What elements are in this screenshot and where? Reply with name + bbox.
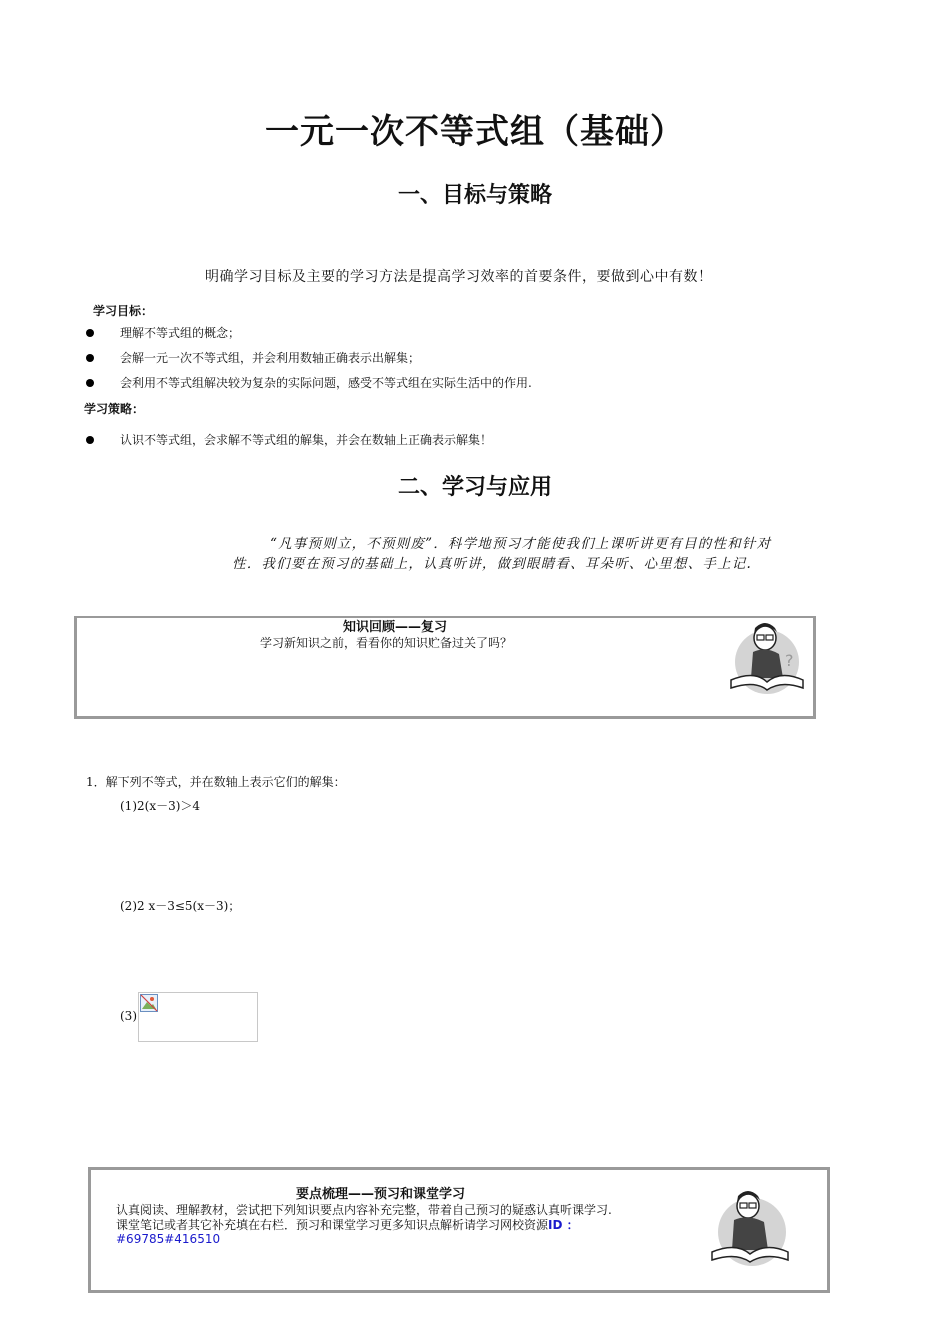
resource-id-label: ID ： [548,1218,579,1232]
goal-text: 会解一元一次不等式组，并会利用数轴正确表示出解集； [120,351,421,365]
key-points-line-2 [116,1216,579,1233]
resource-id-link[interactable]: #69785#416510 [116,1232,221,1246]
goal-item [82,374,532,391]
strategy-item [82,431,492,448]
bullet-icon [86,354,94,362]
review-box-subtitle: 学习新知识之前，看看你的知识贮备过关了吗？ [260,636,513,650]
section-heading-goals: 一、目标与策略 [397,183,552,208]
goal-item [82,349,420,366]
goals-label: 学习目标： [93,304,154,318]
quote-line-1: “凡事预则立，不预则废”．科学地预习才能使我们上课听讲更有目的性和针对 [270,536,772,552]
key-points-line-2-text: 课堂笔记或者其它补充填在右栏．预习和课堂学习更多知识点解析请学习网校资源 [116,1218,549,1232]
reading-person-icon [725,618,809,698]
goal-text: 理解不等式组的概念； [120,326,241,340]
goal-item [82,324,240,341]
exercise-item-1: (1)2(x－3)＞4 [120,799,201,813]
bullet-icon [86,379,94,387]
intro-text: 明确学习目标及主要的学习方法是提高学习效率的首要条件，要做到心中有数！ [205,269,713,285]
exercise-item-3: (3) [120,1009,137,1023]
key-points-title: 要点梳理——预习和课堂学习 [296,1187,466,1202]
section-heading-study: 二、学习与应用 [397,475,552,500]
broken-image-icon [140,994,158,1012]
goal-text: 会利用不等式组解决较为复杂的实际问题，感受不等式组在实际生活中的作用. [120,376,532,390]
svg-text:?: ? [785,651,794,670]
strategy-text: 认识不等式组，会求解不等式组的解集，并会在数轴上正确表示解集！ [120,433,493,447]
quote-line-2: 性．我们要在预习的基础上，认真听讲，做到眼睛看、耳朵听、心里想、手上记. [232,556,752,572]
key-points-line-1: 认真阅读、理解教材，尝试把下列知识要点内容补充完整，带着自己预习的疑惑认真听课学习. [116,1203,612,1217]
studying-person-icon [708,1188,792,1272]
strategy-label: 学习策略： [84,402,145,416]
bullet-icon [86,329,94,337]
exercise-item-2: (2)2 x－3≤5(x－3)； [120,899,241,913]
exercise-prompt: 1．解下列不等式，并在数轴上表示它们的解集： [86,775,346,789]
bullet-icon [86,436,94,444]
review-box-title: 知识回顾——复习 [343,620,448,635]
page-title: 一元一次不等式组（基础） [265,112,685,152]
